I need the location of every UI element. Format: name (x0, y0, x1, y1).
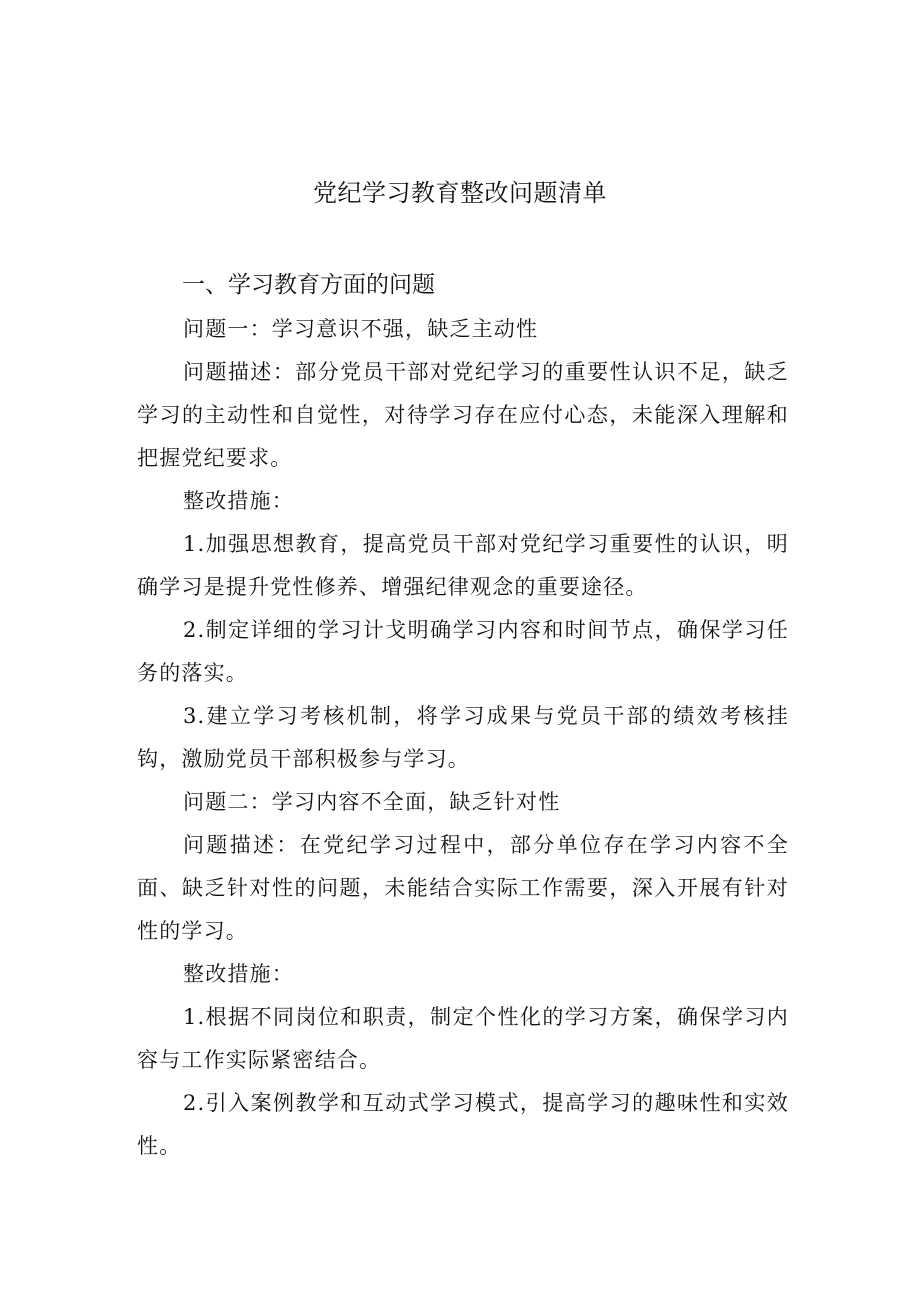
problem-2-measure-2: 2.引入案例教学和互动式学习模式，提高学习的趣味性和实效性。 (137, 1091, 789, 1158)
problem-1-measures-label: 整改措施： (183, 489, 294, 513)
problem-1-description: 问题描述：部分党员干部对党纪学习的重要性认识不足，缺乏学习的主动性和自觉性，对待学习存在应付心态，未能深入理解和把握党纪要求。 (137, 360, 789, 470)
problem-1-measure-1: 1.加强思想教育，提高党员干部对党纪学习重要性的认识，明确学习是提升党性修养、增强纪律观念的重要途径。 (137, 532, 789, 599)
section-heading: 一、学习教育方面的问题 (182, 272, 435, 298)
document-body (137, 308, 789, 1168)
problem-2-measure-1: 1.根据不同岗位和职责，制定个性化的学习方案，确保学习内容与工作实际紧密结合。 (137, 1005, 789, 1072)
problem-2-description: 问题描述：在党纪学习过程中，部分单位存在学习内容不全面、缺乏针对性的问题，未能结合实际工作需要，深入开展有针对性的学习。 (137, 833, 789, 943)
document-title: 党纪学习教育整改问题清单 (313, 179, 607, 207)
problem-2-heading: 问题二：学习内容不全面，缺乏针对性 (183, 790, 561, 814)
problem-1-heading: 问题一：学习意识不强，缺乏主动性 (183, 317, 539, 341)
problem-1-measure-3: 3.建立学习考核机制，将学习成果与党员干部的绩效考核挂钩，激励党员干部积极参与学习。 (137, 704, 789, 771)
problem-2-measures-label: 整改措施： (183, 962, 294, 986)
problem-1-measure-2: 2.制定详细的学习计戈明确学习内容和时间节点，确保学习任务的落实。 (137, 618, 789, 685)
